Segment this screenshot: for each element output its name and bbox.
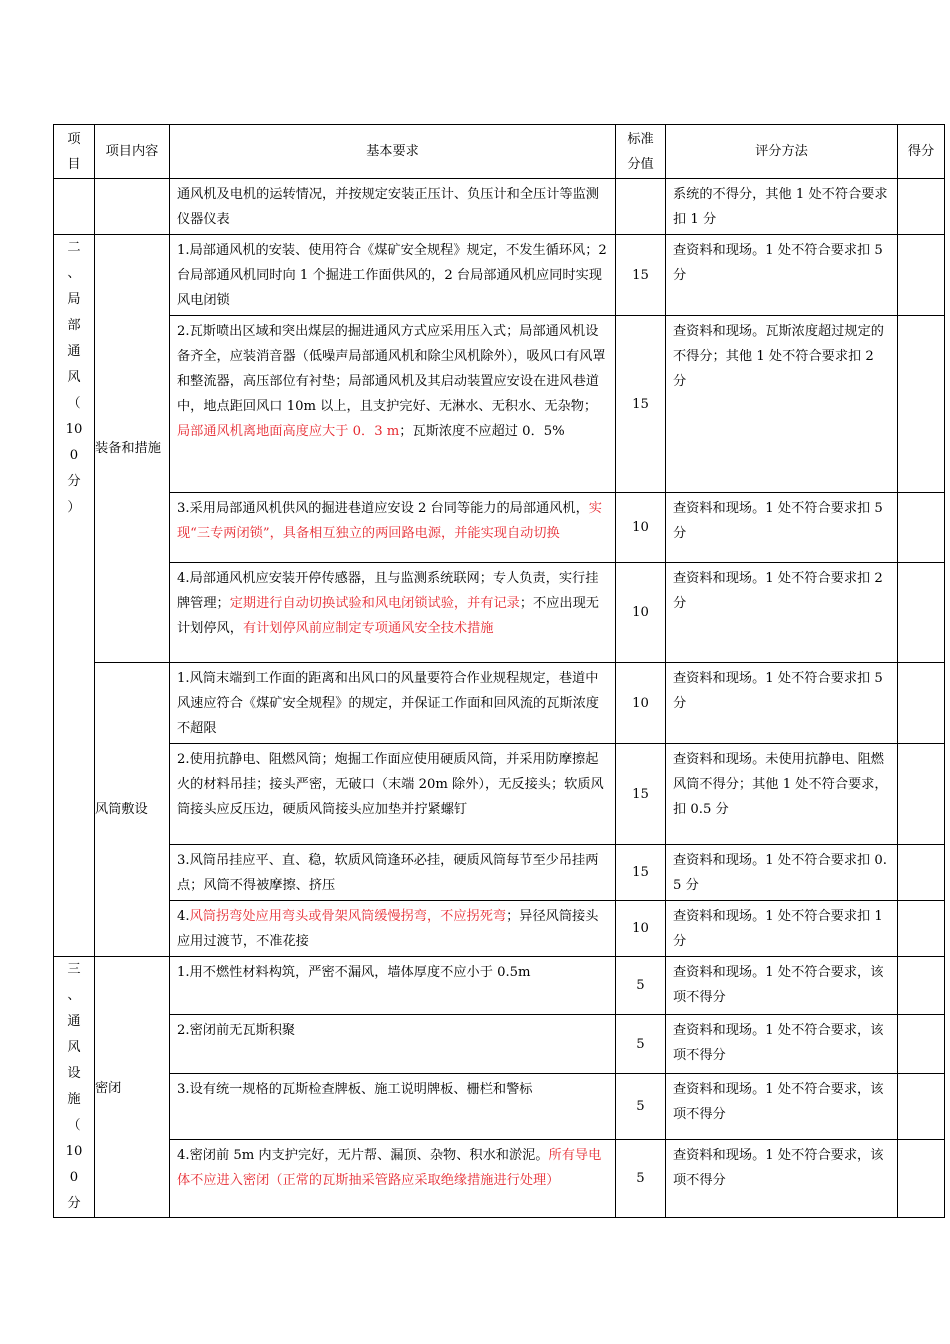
requirement-segment: 3.风筒吊挂应平、直、稳，软质风筒逢环必挂，硬质风筒每节至少吊挂两点；风筒不得被摩擦、挤压 [177,853,599,893]
requirement-text [170,957,615,987]
table-row [54,957,945,1015]
requirement-text [170,563,615,643]
standard-score: 10 [616,901,666,957]
requirement-text [170,744,615,824]
requirement-highlight: 局部通风机离地面高度应大于 0．3 m [177,424,400,439]
content-category [95,663,170,957]
header-content: 项目内容 [95,125,170,179]
header-requirements: 基本要求 [170,125,616,179]
section-title-char: 、 [67,266,81,281]
continuation-row [54,179,945,235]
requirement-text [170,1015,615,1045]
section-title-char: 设 [67,1066,81,1081]
requirement-segment: 4.密闭前 5m 内支护完好，无片帮、漏顶、杂物、积水和淤泥。 [177,1147,549,1163]
table-row [54,845,945,901]
content-category [95,957,170,1218]
score-cell [898,957,945,1015]
requirement-text [170,235,615,315]
table-row [54,235,945,316]
header-scoring-method: 评分方法 [666,125,898,179]
standard-score: 10 [616,663,666,744]
score-cell [898,1015,945,1073]
requirement-segment: 4. [177,909,190,924]
standard-score: 15 [616,235,666,316]
score-cell [898,901,945,957]
score-cell [898,235,945,316]
requirement-highlight: 实现“三专两闭锁”，具备相互独立的两回路电源，并能实现自动切换 [177,501,602,541]
section-title-char: （ [67,1118,81,1133]
table-row [54,493,945,563]
section-title-char: 10 [65,422,83,437]
section-title-char: 部 [67,318,81,333]
method-text: 查资料和现场。1 处不符合要求，该项不得分 [673,1147,884,1188]
method-text: 查资料和现场。1 处不符合要求扣 0.5 分 [673,853,887,893]
section-title-char: 0 [69,448,79,463]
section-title-char: 施 [67,1092,81,1107]
table-row [54,744,945,845]
method-text: 查资料和现场。1 处不符合要求扣 2 分 [673,571,883,611]
standard-score: 5 [616,1139,666,1217]
method-text: 查资料和现场。1 处不符合要求，该项不得分 [673,1081,884,1122]
score-cell [898,493,945,563]
requirement-text [170,493,615,548]
method-text: 查资料和现场。1 处不符合要求，该项不得分 [673,965,884,1005]
content-category-label: 装备和措施 [95,440,161,456]
section-title-char: ） [67,500,81,515]
method-text: 查资料和现场。1 处不符合要求，该项不得分 [673,1023,884,1064]
requirement-segment: 2.瓦斯喷出区域和突出煤层的掘进通风方式应采用压入式；局部通风机设备齐全，应装消音器（低噪声局部通风机和除尘风机除外），吸风口有风罩和整流器，高压部位有衬垫；局部通风机及其启动装置应安设在进风巷道中，地点距回风口 10m 以上，且支护完好、无淋水、无积水、无杂物； [177,324,606,414]
standard-score: 5 [616,957,666,1015]
table-row [54,316,945,493]
scoring-table [53,124,945,1218]
standard-score: 5 [616,1073,666,1139]
requirement-text [170,845,615,900]
section-title-char: 0 [69,1170,79,1185]
content-category-label: 风筒敷设 [95,801,148,817]
requirement-text [170,663,615,743]
table-row [54,663,945,744]
requirement-segment: ；不应出现无计划停风， [177,596,599,636]
content-category-label: 密闭 [95,1081,122,1096]
section-title-char: 三 [67,962,81,977]
header-item: 项目 [54,125,95,179]
requirement-text [170,901,615,956]
section-title-char: 通 [67,1014,81,1029]
section-title-char: 二 [67,240,81,255]
table-row [54,901,945,957]
score-cell [898,845,945,901]
requirement-text [170,1074,615,1104]
standard-score: 5 [616,1015,666,1073]
requirement-highlight: 定期进行自动切换试验和风电闭锁试验，并有记录 [229,596,520,611]
standard-score: 15 [616,316,666,493]
standard-score: 15 [616,744,666,845]
section-title-char: 、 [67,988,81,1003]
method-text: 查资料和现场。1 处不符合要求扣 5 分 [673,671,883,711]
score-cell [898,1073,945,1139]
section-title-char: （ [67,396,81,411]
method-text: 查资料和现场。瓦斯浓度超过规定的不得分；其他 1 处不符合要求扣 2 分 [673,324,884,389]
section-ventilation-facilities [54,957,945,1218]
table-row [54,1073,945,1139]
table-row [54,1015,945,1073]
requirement-segment: 2.密闭前无瓦斯积聚 [177,1023,296,1039]
requirement-text [170,1140,615,1195]
section-title-char: 分 [67,1196,81,1211]
method-text: 查资料和现场。1 处不符合要求扣 5 分 [673,243,883,283]
standard-score: 10 [616,493,666,563]
header-score: 得分 [898,125,945,179]
requirement-segment: 1.风筒末端到工作面的距离和出风口的风量要符合作业规程规定，巷道中风速应符合《煤矿安全规程》的规定，并保证工作面和回风流的瓦斯浓度不超限 [177,671,599,736]
section-title-char: 局 [67,292,81,307]
requirement-segment: 2.使用抗静电、阻燃风筒；炮掘工作面应使用硬质风筒，并采用防摩擦起火的材料吊挂；接头严密，无破口（末端 20m 除外），无反接头；软质风筒接头应反压边，硬质风筒接头应加垫并拧紧螺钉 [177,752,604,817]
requirement-segment: 1.局部通风机的安装、使用符合《煤矿安全规程》规定，不发生循环风；2 台局部通风机同时向 1 个掘进工作面供风的，2 台局部通风机应同时实现风电闭锁 [177,243,607,308]
section-title [54,235,95,957]
requirement-segment: ；瓦斯浓度不应超过 0．5% [399,424,565,439]
section-title-char: 分 [67,474,81,489]
section-title-char: 通 [67,344,81,359]
score-cell [898,744,945,845]
section-title-char: 风 [67,370,81,385]
standard-score: 15 [616,845,666,901]
requirement-segment: 4.局部通风机应安装开停传感器，且与监测系统联网；专人负责，实行挂牌管理； [177,571,599,611]
requirement-text [170,316,615,446]
method-text: 查资料和现场。1 处不符合要求扣 5 分 [673,501,883,541]
requirement-segment: 1.用不燃性材料构筑，严密不漏风，墙体厚度不应小于 0.5m [177,965,531,980]
method-text: 系统的不得分，其他 1 处不符合要求扣 1 分 [673,187,888,227]
score-cell [898,563,945,663]
score-cell [898,663,945,744]
score-cell [898,1139,945,1217]
score-cell [898,316,945,493]
method-text: 查资料和现场。1 处不符合要求扣 1 分 [673,909,883,949]
standard-score: 10 [616,563,666,663]
header-row [54,125,945,179]
header-standard-score: 标准分值 [616,125,666,179]
table-row [54,1139,945,1217]
requirement-highlight: 有计划停风前应制定专项通风安全技术措施 [242,621,494,636]
requirement-segment: ；异径风筒接头应用过渡节，不准花接 [177,909,599,949]
requirement-segment: 3.采用局部通风机供风的掘进巷道应安设 2 台同等能力的局部通风机， [177,501,589,516]
method-text: 查资料和现场。未使用抗静电、阻燃风筒不得分；其他 1 处不符合要求，扣 0.5 分 [673,752,888,817]
section-title-char: 风 [67,1040,81,1055]
section-title [54,957,95,1218]
section-local-ventilation [54,235,945,957]
content-category [95,235,170,663]
requirement-highlight: 风筒拐弯处应用弯头或骨架风筒缓慢拐弯，不应拐死弯 [189,909,507,924]
requirement-segment: 3.设有统一规格的瓦斯检查牌板、施工说明牌板、栅栏和警标 [177,1081,533,1097]
requirement-highlight: 所有导电体不应进入密闭（正常的瓦斯抽采管路应采取绝缘措施进行处理） [177,1147,602,1188]
section-title-char: 10 [65,1144,83,1159]
requirement-text: 通风机及电机的运转情况，并按规定安装正压计、负压计和全压计等监测仪器仪表 [177,187,599,227]
table-row [54,563,945,663]
